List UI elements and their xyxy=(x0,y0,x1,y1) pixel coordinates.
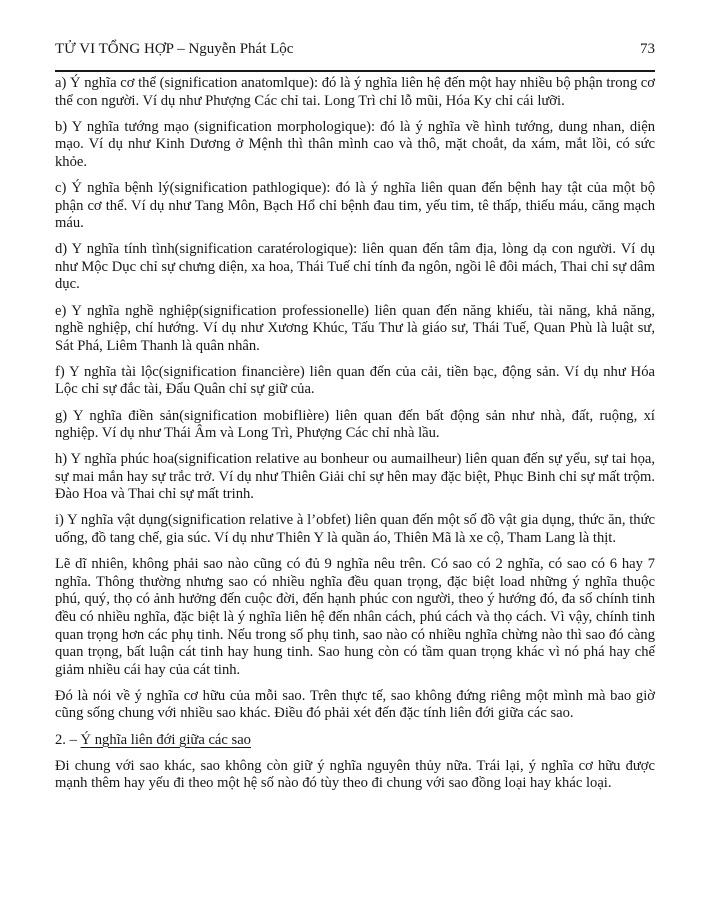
closing-paragraph: Đi chung với sao khác, sao không còn giữ ý nghĩa nguyên thủy nữa. Trái lại, ý nghĩa cơ hữu được mạnh thêm hay yếu đi theo một hệ số nào đó tùy theo đi chung với sao đồng loại hay khác loại. xyxy=(55,757,655,792)
paragraph-h: h) Y nghĩa phúc hoa(signification relative au bonheur ou aumailheur) liên quan đến sự yểu, sự tai họa, sự mai mắn hay sự trắc trở. Ví dụ như Thiên Giải chỉ sự hên may đặc biệt, Phục Binh chỉ sự mất trộm. Đào Hoa và Thai chỉ sự mất trinh. xyxy=(55,451,655,503)
paragraph-c: c) Ý nghĩa bệnh lý(signification pathlogique): đó là ý nghĩa liên quan đến bệnh hay tật của một bộ phận cơ thể. Ví dụ như Tang Môn, Bạch Hổ chỉ bệnh đau tim, yếu tim, tê thấp, thiếu máu, căng mạch máu. xyxy=(55,179,655,232)
paragraph-a: a) Ý nghĩa cơ thể (signification anatomlque): đó là ý nghĩa liên hệ đến một hay nhiều bộ phận trong cơ thể con người. Ví dụ như Phượng Các chỉ tai. Long Trì chỉ lỗ mũi, Hóa Ky chỉ cái lưỡi. xyxy=(55,75,655,109)
body-paragraph-1: Lẽ dĩ nhiên, không phải sao nào cũng có đủ 9 nghĩa nêu trên. Có sao có 2 nghĩa, có sao có 6 hay 7 nghĩa. Thông thường nhưng sao có nhiều nghĩa đều quan trọng, đặc biệt load những ý nghĩa thuộc phú, quý, thọ có ảnh hưởng đến cuộc đời, đến hạnh phúc con người, theo ý hướng đó, đa số chính tinh đều có nhiều nghĩa, đặc biệt là ý nghĩa liên hệ đến nhân cách, phú cách và thọ cách. Vì vậy, chính tinh quan trọng hơn các phụ tinh. Nếu trong số phụ tinh, sao nào có nhiều nghĩa chừng nào thì sao đó càng quan trọng, bất luận cát tinh hay hung tinh. Sao hung còn có tầm quan trọng khác vì nó phá hay chế giảm nhiều cái hay của cát tinh. xyxy=(55,556,655,678)
book-title: TỬ VI TỔNG HỢP – Nguyễn Phát Lộc xyxy=(55,41,294,57)
paragraph-d: d) Y nghĩa tính tình(signification caratérologique): liên quan đến tâm địa, lòng dạ con người. Ví dụ như Mộc Dục chỉ sự chưng diện, xa hoa, Thái Tuế chỉ tính đa ngôn, ngồi lê đôi mách, Thai chỉ sự dâm dục. xyxy=(55,241,655,293)
paragraph-e: e) Y nghĩa nghề nghiệp(signification professionelle) liên quan đến năng khiếu, tài năng, khả năng, nghề nghiệp, chí hướng. Ví dụ như Xương Khúc, Tấu Thư là giáo sư, Thái Tuế, Quan Phù là luật sư, Sát Phá, Liêm Thanh là quân nhân. xyxy=(55,302,655,354)
section-heading-number: 2. – xyxy=(55,731,81,748)
page-header xyxy=(55,40,655,58)
section-heading xyxy=(55,732,655,750)
paragraph-i: i) Y nghĩa vật dụng(signification relative à l’obfet) liên quan đến một số đồ vật gia dụng, thức ăn, thức uống, đồ tang chế, gia súc. Ví dụ như Thiên Y là quần áo, Thiên Mã là xe cộ, Tham Lang là thịt. xyxy=(55,512,655,547)
paragraph-f: f) Y nghĩa tài lộc(signification financière) liên quan đến của cải, tiền bạc, động sản. Ví dụ như Hóa Lộc chỉ sự đắc tài, Đẩu Quân chỉ sự giữ của. xyxy=(55,363,655,398)
paragraph-g: g) Y nghĩa điền sản(signification mobiflière) liên quan đến bất động sản như nhà, đất, ruộng, xí nghiệp. Ví dụ như Thái Âm và Long Trì, Phượng Các chỉ nhà lầu. xyxy=(55,407,655,442)
paragraph-b: b) Y nghĩa tướng mạo (signification morphologique): đó là ý nghĩa về hình tướng, dung nhan, diện mạo. Ví dụ như Kinh Dương ở Mệnh thì thân mình cao và thô, mặt choắt, da xám, mắt lồi, có sức khỏe. xyxy=(55,118,655,170)
header-rule xyxy=(55,70,655,72)
page-body xyxy=(55,75,655,793)
page-number: 73 xyxy=(640,41,655,57)
body-paragraph-2: Đó là nói về ý nghĩa cơ hữu của mỗi sao. Trên thực tế, sao không đứng riêng một mình mà bao giờ cũng sống chung với nhiều sao khác. Điều đó phải xét đến đặc tính liên đới giữa các sao. xyxy=(55,687,655,722)
section-heading-title: Ý nghĩa liên đới giữa các sao xyxy=(80,731,251,748)
